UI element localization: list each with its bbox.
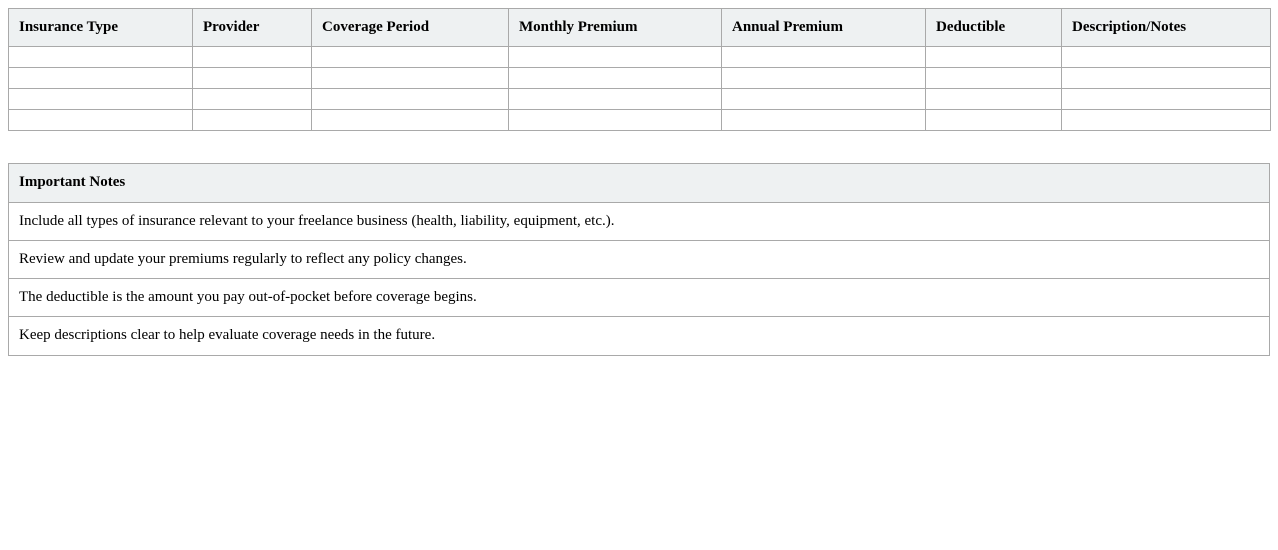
- column-header-monthly-premium: Monthly Premium: [509, 9, 722, 47]
- empty-cell: [722, 47, 926, 68]
- note-row: [9, 240, 1270, 278]
- empty-cell: [1062, 110, 1271, 131]
- table-row: [9, 47, 1271, 68]
- empty-cell: [1062, 68, 1271, 89]
- empty-cell: [509, 47, 722, 68]
- empty-cell: [722, 89, 926, 110]
- notes-header-row: [9, 164, 1270, 202]
- empty-cell: [312, 110, 509, 131]
- empty-cell: [193, 110, 312, 131]
- empty-cell: [312, 47, 509, 68]
- note-row: [9, 317, 1270, 355]
- empty-cell: [722, 68, 926, 89]
- empty-cell: [9, 89, 193, 110]
- table-row: [9, 110, 1271, 131]
- empty-cell: [1062, 47, 1271, 68]
- note-text: Include all types of insurance relevant to your freelance business (health, liability, equipment, etc.).: [9, 202, 1270, 240]
- empty-cell: [312, 89, 509, 110]
- table-row: [9, 68, 1271, 89]
- insurance-table-header-row: [9, 9, 1271, 47]
- empty-cell: [312, 68, 509, 89]
- important-notes-table: [8, 163, 1270, 355]
- empty-cell: [9, 47, 193, 68]
- column-header-deductible: Deductible: [926, 9, 1062, 47]
- notes-table-title: Important Notes: [9, 164, 1270, 202]
- empty-cell: [193, 68, 312, 89]
- column-header-provider: Provider: [193, 9, 312, 47]
- empty-cell: [9, 68, 193, 89]
- empty-cell: [926, 89, 1062, 110]
- table-row: [9, 89, 1271, 110]
- empty-cell: [9, 110, 193, 131]
- note-text: Keep descriptions clear to help evaluate coverage needs in the future.: [9, 317, 1270, 355]
- note-text: The deductible is the amount you pay out-of-pocket before coverage begins.: [9, 279, 1270, 317]
- insurance-table: [8, 8, 1271, 131]
- column-header-description-notes: Description/Notes: [1062, 9, 1271, 47]
- empty-cell: [926, 110, 1062, 131]
- empty-cell: [926, 47, 1062, 68]
- column-header-insurance-type: Insurance Type: [9, 9, 193, 47]
- empty-cell: [509, 68, 722, 89]
- column-header-coverage-period: Coverage Period: [312, 9, 509, 47]
- note-row: [9, 279, 1270, 317]
- empty-cell: [509, 89, 722, 110]
- empty-cell: [509, 110, 722, 131]
- column-header-annual-premium: Annual Premium: [722, 9, 926, 47]
- note-row: [9, 202, 1270, 240]
- empty-cell: [1062, 89, 1271, 110]
- empty-cell: [193, 89, 312, 110]
- empty-cell: [193, 47, 312, 68]
- empty-cell: [926, 68, 1062, 89]
- empty-cell: [722, 110, 926, 131]
- note-text: Review and update your premiums regularly to reflect any policy changes.: [9, 240, 1270, 278]
